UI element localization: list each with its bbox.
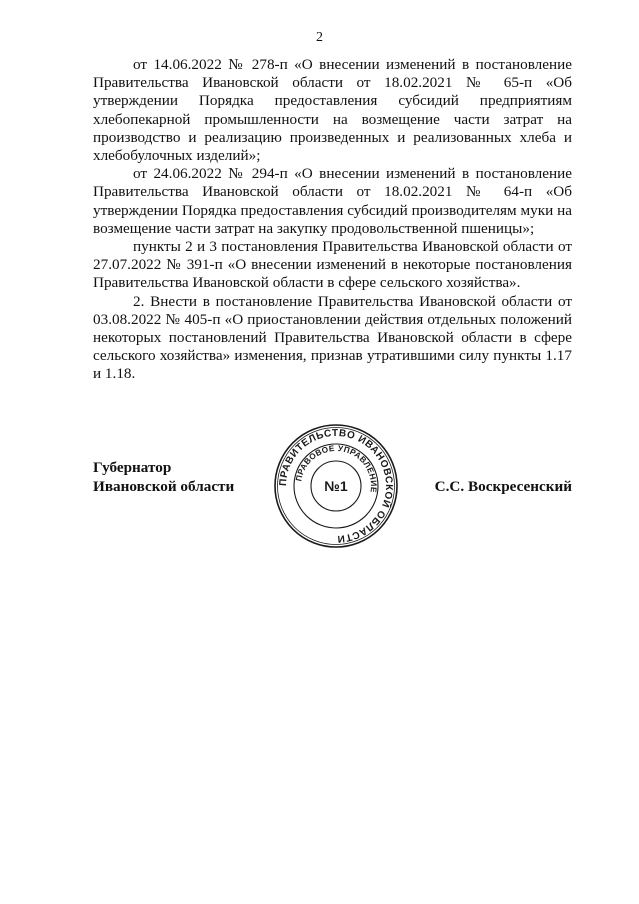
- signatory-position: [93, 458, 234, 496]
- page-number: 2: [316, 30, 323, 45]
- seal-outer-text: ПРАВИТЕЛЬСТВО ИВАНОВСКОЙ ОБЛАСТИ: [277, 427, 395, 545]
- seal-number: №1: [324, 478, 348, 494]
- paragraph-repeal-278p: от 14.06.2022 № 278-п «О внесении изменений в постановление Правительства Ивановской области от 18.02.2021 № 65-п «Об утверждении Порядка предоставления субсидий предприятиям хлебопекарной промышленности на возмещение части затрат на производство и реализацию произведенных и реализованных хлеба и хлебобулочных изделий»;: [93, 56, 572, 165]
- paragraph-repeal-294p: от 24.06.2022 № 294-п «О внесении изменений в постановление Правительства Ивановской области от 18.02.2021 № 64-п «Об утверждении Порядка предоставления субсидий производителям муки на возмещение части затрат на закупку продовольственной пшеницы»;: [93, 165, 572, 237]
- seal-inner-text: ПРАВОВОЕ УПРАВЛЕНИЕ: [294, 443, 379, 494]
- position-region: Ивановской области: [93, 478, 235, 495]
- seal-graphic: [272, 422, 400, 550]
- position-title: Губернатор: [93, 459, 172, 476]
- signatory-name: С.С. Воскресенский: [434, 478, 572, 495]
- paragraph-repeal-391p: пункты 2 и 3 постановления Правительства Ивановской области от 27.07.2022 № 391-п «О внесении изменений в некоторые постановления Правительства Ивановской области в сфере сельского хозяйства».: [93, 238, 572, 292]
- paragraph-amend-405p: 2. Внести в постановление Правительства Ивановской области от 03.08.2022 № 405-п «О приостановлении действия отдельных положений некоторых постановлений Правительства Ивановской области в сфере сельского хозяйства» изменения, признав утратившими силу пункты 1.17 и 1.18.: [93, 292, 572, 383]
- document-body: [93, 56, 572, 384]
- official-seal: [272, 422, 400, 550]
